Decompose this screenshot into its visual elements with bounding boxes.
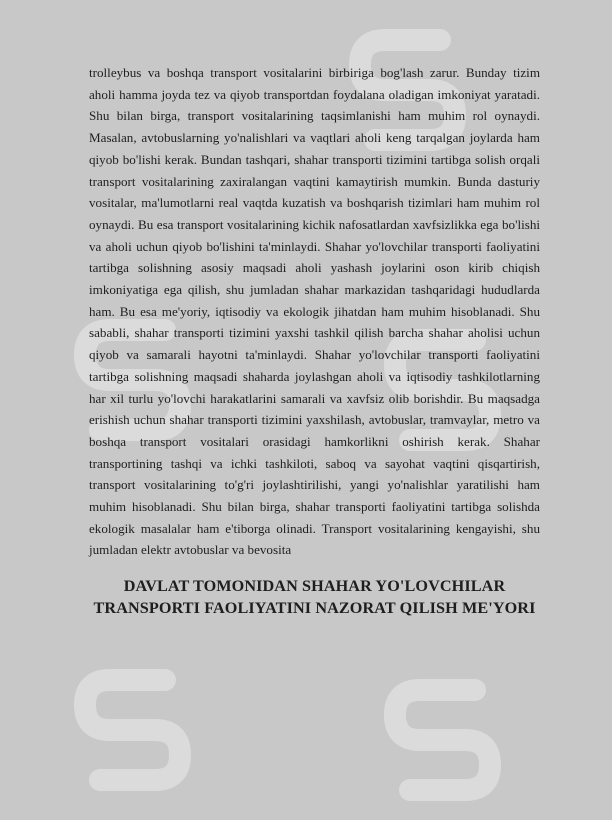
watermark-logo-bottom-left <box>70 660 200 810</box>
watermark-logo-bottom-right <box>380 670 510 820</box>
document-page <box>89 62 540 619</box>
section-heading: DAVLAT TOMONIDAN SHAHAR YO'LOVCHILAR TRANSPORTI FAOLIYATINI NAZORAT QILISH ME'YORI <box>93 577 536 618</box>
body-paragraph: trolleybus va boshqa transport vositalarini birbiriga bog'lash zarur. Bunday tizim aholi hamma joyda tez va qiyob transportdan foydalana oladigan imkoniyat yaratadi. Shu bilan birga, transport vositalarining taqsimlanishi ham muhim rol oynaydi. Masalan, avtobuslarning yo'nalishlari va vaqtlari aholi keng tarqalgan joylarda ham qiyob bo'lishi kerak. Bundan tashqari, shahar transporti tizimini tartibga solish orqali transport vositalarining zaxiralangan vaqtini kamaytirish mumkin. Bunda dasturiy vositalar, ma'lumotlarni real vaqtda kuzatish va boshqarish tizimlari ham muhim rol oynaydi. Bu esa transport vositalarining kichik nafosatlardan xavfsizlikka ega bo'lishi va aholi uchun qiyob bo'lishini ta'minlaydi. Shahar yo'lovchilar transporti faoliyatini tartibga solishning asosiy maqsadi aholi yashash joylarini oson kirib chiqish imkoniyatiga ega qilish, shu jumladan shahar markazidan tashqaridagi hududlarda ham. Bu esa me'yoriy, iqtisodiy va ekologik jihatdan ham muhim hisoblanadi. Shu sababli, shahar transporti tizimini yaxshi tashkil qilish barcha shahar aholisi uchun qiyob va samarali hayotni ta'minlaydi. Shahar yo'lovchilar transporti faoliyatini tartibga solishning maqsadi shaharda joylashgan aholi va iqtisodiy tashkilotlarning har xil turlu yo'lovchi harakatlarini samarali va xavfsiz olib borishdir. Bu maqsadga erishish uchun shahar transporti tizimini yaxshilash, avtobuslar, tramvaylar, metro va boshqa transport vositalari orasidagi hamkorlikni oshirish kerak. Shahar transportining tashqi va ichki tashkiloti, saboq va sayohat vaqtini qisqartirish, transport vositalarining to'g'ri joylashtirilishi, yangi yo'nalishlar yaratilishi ham muhim hisoblanadi. Shu bilan birga, shahar transporti faoliyatini tartibga solishda ekologik masalalar ham e'tiborga olinadi. Transport vositalarining kengayishi, shu jumladan elektr avtobuslar va bevosita <box>89 65 540 558</box>
